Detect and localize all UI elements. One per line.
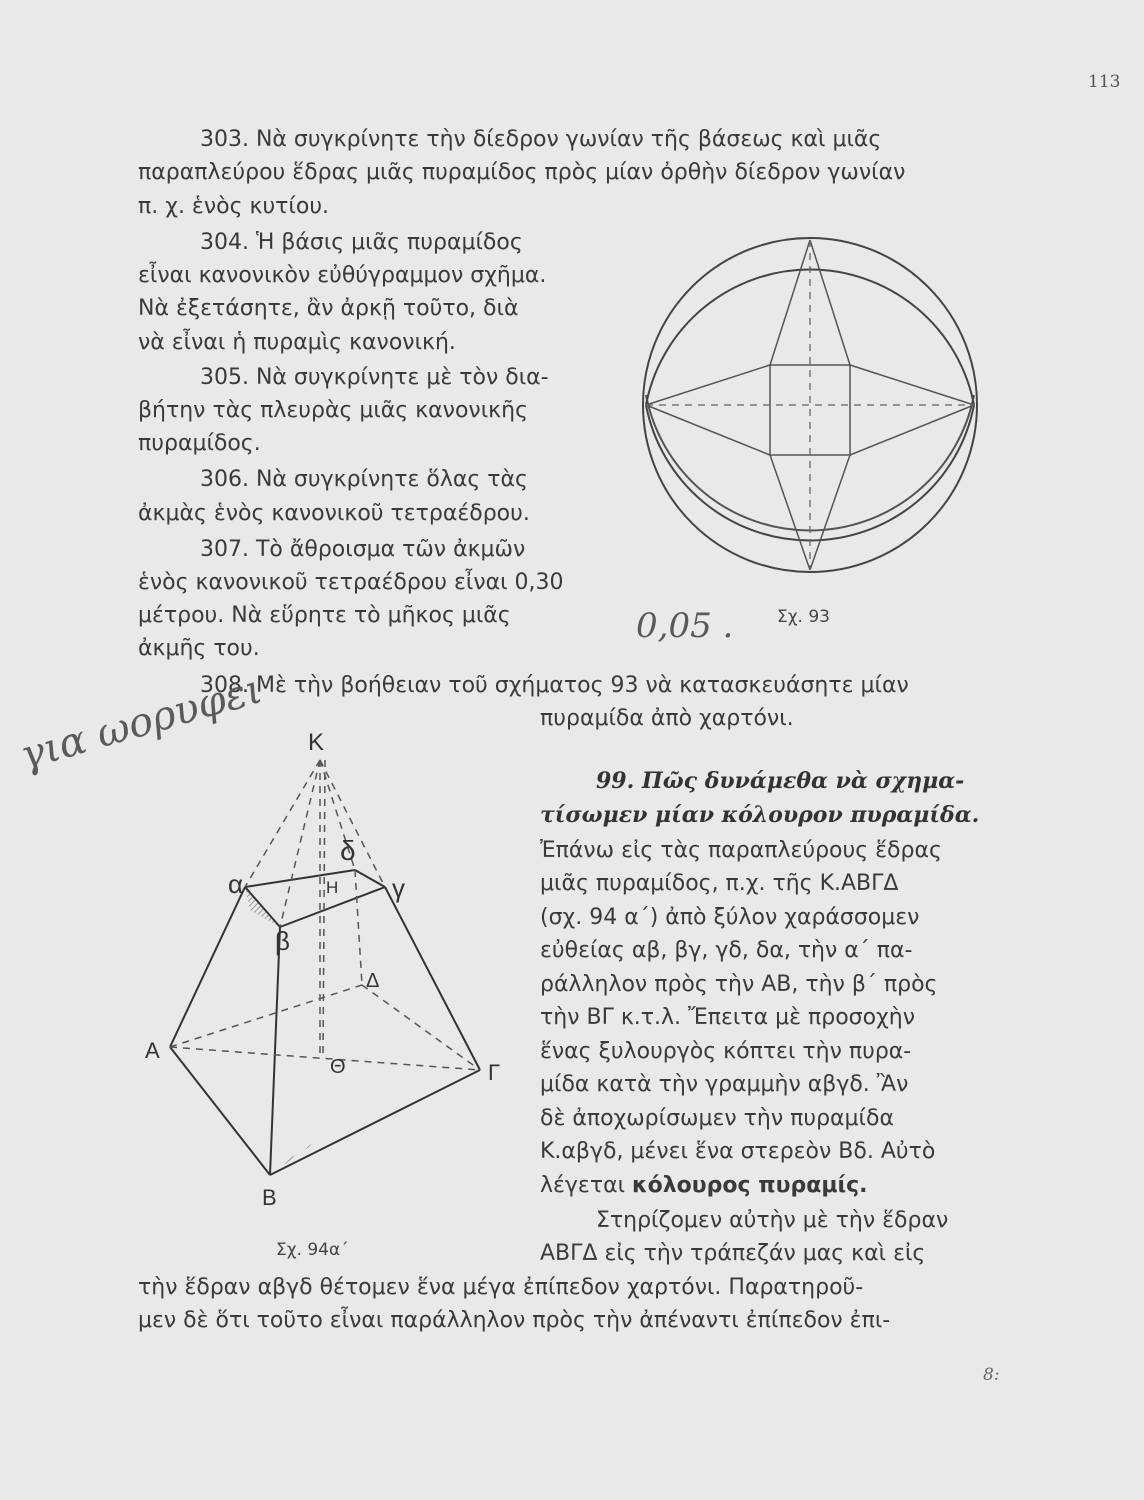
section-title-line1: 99. Πῶς δυνάμεθα νὰ σχημα- [596,768,965,794]
section-p2-line3: τὴν ἕδραν αβγδ θέτομεν ἕνα μέγα ἐπίπεδον χαρτόνι. Παρατηροῦ- [138,1275,864,1300]
section-p1-line10: Κ.αβγδ, μένει ἕνα στερεὸν Βδ. Αὐτὸ [540,1139,936,1164]
ex303-line2: παραπλεύρου ἕδρας μιᾶς πυραμίδος πρὸς μίαν ὀρθὴν δίεδρον γωνίαν [138,160,906,185]
section-term-bold: κόλουρος πυραμίς. [632,1173,868,1198]
fig94-edge-da [245,870,355,887]
ex306-line2: ἀκμὰς ἑνὸς κανονικοῦ τετραέδρου. [138,501,530,526]
fig94-label-Th: Θ [330,1056,346,1078]
section-p2-line1: Στηρίζομεν αὐτὴν μὲ τὴν ἕδραν [596,1208,949,1233]
fig94-dash-AG [170,1047,480,1070]
fig93-tri-left-top [646,365,770,405]
ex307-line2: ἑνὸς κανονικοῦ τετραέδρου εἶναι 0,30 [138,570,564,595]
fig94-dash-AD [170,985,362,1047]
fig94-label-d: δ [340,835,356,866]
fig94-hatch-lower-face [270,1135,325,1175]
fig94-label-D: Δ [366,970,380,992]
ex303-line1: 303. Νὰ συγκρίνητε τὴν δίεδρον γωνίαν τῆς βάσεως καὶ μιᾶς [200,127,882,152]
section-title-line2: τίσωμεν μίαν κόλουρον πυραμίδα. [540,802,980,828]
fig93-tri-top-right [810,240,850,365]
fig94-label-g: γ [392,873,405,903]
section-p1-line2: μιᾶς πυραμίδος, π.χ. τῆς Κ.ΑΒΓΔ [540,871,899,896]
ex308-line1: 308. Μὲ τὴν βοήθειαν τοῦ σχήματος 93 νὰ κατασκευάσητε μίαν [200,673,909,698]
fig93-tri-top-left [770,240,810,365]
ex304-line1: 304. Ἡ βάσις μιᾶς πυραμίδος [200,230,523,255]
fig94-label-B: Β [262,1185,277,1210]
fig93-caption: Σχ. 93 [777,607,831,627]
ex307-line4: ἀκμῆς του. [138,636,260,661]
ex305-line2: βήτην τὰς πλευρὰς μιᾶς κανονικῆς [138,398,528,423]
section-p1-line3: (σχ. 94 α΄) ἀπὸ ξύλον χαράσσομεν [540,905,920,930]
handwritten-answer: 0,05 . [636,606,734,646]
fig94-label-a: α [228,869,244,899]
fig93-tri-right-top [850,365,974,405]
section-p1-line11 [540,1171,868,1201]
fig94-dash-Ka [245,760,320,887]
fig94-edge-Gg [385,887,480,1070]
handwritten-margin-note: για ωορυφει [15,666,268,780]
section-p1-line1: Ἐπάνω εἰς τὰς παραπλεύρους ἕδρας [540,838,942,863]
signature-mark: 8: [983,1365,1000,1385]
page-number: 113 [1088,72,1121,92]
fig94-label-A: Α [145,1038,160,1063]
section-p1-line6: τὴν ΒΓ κ.τ.λ. Ἔπειτα μὲ προσοχὴν [540,1005,915,1030]
section-p1-line9: δὲ ἀποχωρίσωμεν τὴν πυραμίδα [540,1106,894,1131]
ex304-line2: εἶναι κανονικὸν εὐθύγραμμον σχῆμα. [138,263,547,288]
fig94-label-K: Κ [308,729,325,756]
fig94-edge-Aa [170,887,245,1047]
fig93-tri-bottom-right [810,455,850,570]
fig94-label-H: Η [326,878,339,897]
ex308-line2: πυραμίδα ἀπὸ χαρτόνι. [540,706,794,731]
section-p1-end-text: λέγεται [540,1173,626,1198]
ex306-line1: 306. Νὰ συγκρίνητε ὅλας τὰς [200,467,528,492]
section-p1-line4: εὐθείας αβ, βγ, γδ, δα, τὴν α΄ πα- [540,938,913,963]
section-p1-line5: ράλληλον πρὸς τὴν ΑΒ, τὴν β΄ πρὸς [540,972,938,997]
fig94-dash-DG [362,985,480,1070]
fig94-edge-AB [170,1047,270,1175]
fig94-dash-Kg [320,760,385,887]
ex305-line1: 305. Νὰ συγκρίνητε μὲ τὸν δια- [200,365,549,390]
ex304-line4: νὰ εἶναι ἡ πυραμὶς κανονική. [138,330,456,355]
section-p1-line8: μίδα κατὰ τὴν γραμμὴν αβγδ. Ἂν [540,1072,909,1097]
fig94-label-G: Γ [488,1060,501,1085]
fig94-dash-dD [355,870,362,985]
section-p2-line2: ΑΒΓΔ εἰς τὴν τράπεζάν μας καὶ εἰς [540,1241,926,1266]
fig94-edge-Bb [270,927,280,1175]
ex303-line3: π. χ. ἑνὸς κυτίου. [138,194,330,219]
figure-94a [130,725,530,1215]
fig94-dash-height2 [323,760,325,1057]
fig94-dash-Kb [280,760,320,927]
fig94-caption: Σχ. 94α΄ [276,1240,349,1260]
fig94-edge-BG [270,1070,480,1175]
ex307-line3: μέτρου. Νὰ εὕρητε τὸ μῆκος μιᾶς [138,603,511,628]
ex305-line3: πυραμίδος. [138,431,261,456]
section-p2-line4: μεν δὲ ὅτι τοῦτο εἶναι παράλληλον πρὸς τὴν ἀπέναντι ἐπίπεδον ἐπι- [138,1308,891,1333]
section-p1-line7: ἕνας ξυλουργὸς κόπτει τὴν πυρα- [540,1039,912,1064]
fig93-upper-circle [643,238,977,572]
fig94-label-b: β [275,926,290,956]
ex304-line3: Νὰ ἐξετάσητε, ἂν ἀρκῇ τοῦτο, διὰ [138,296,519,321]
ex307-line1: 307. Τὸ ἄθροισμα τῶν ἀκμῶν [200,537,526,562]
fig93-tri-bottom-left [770,455,810,570]
figure-93 [630,225,990,605]
